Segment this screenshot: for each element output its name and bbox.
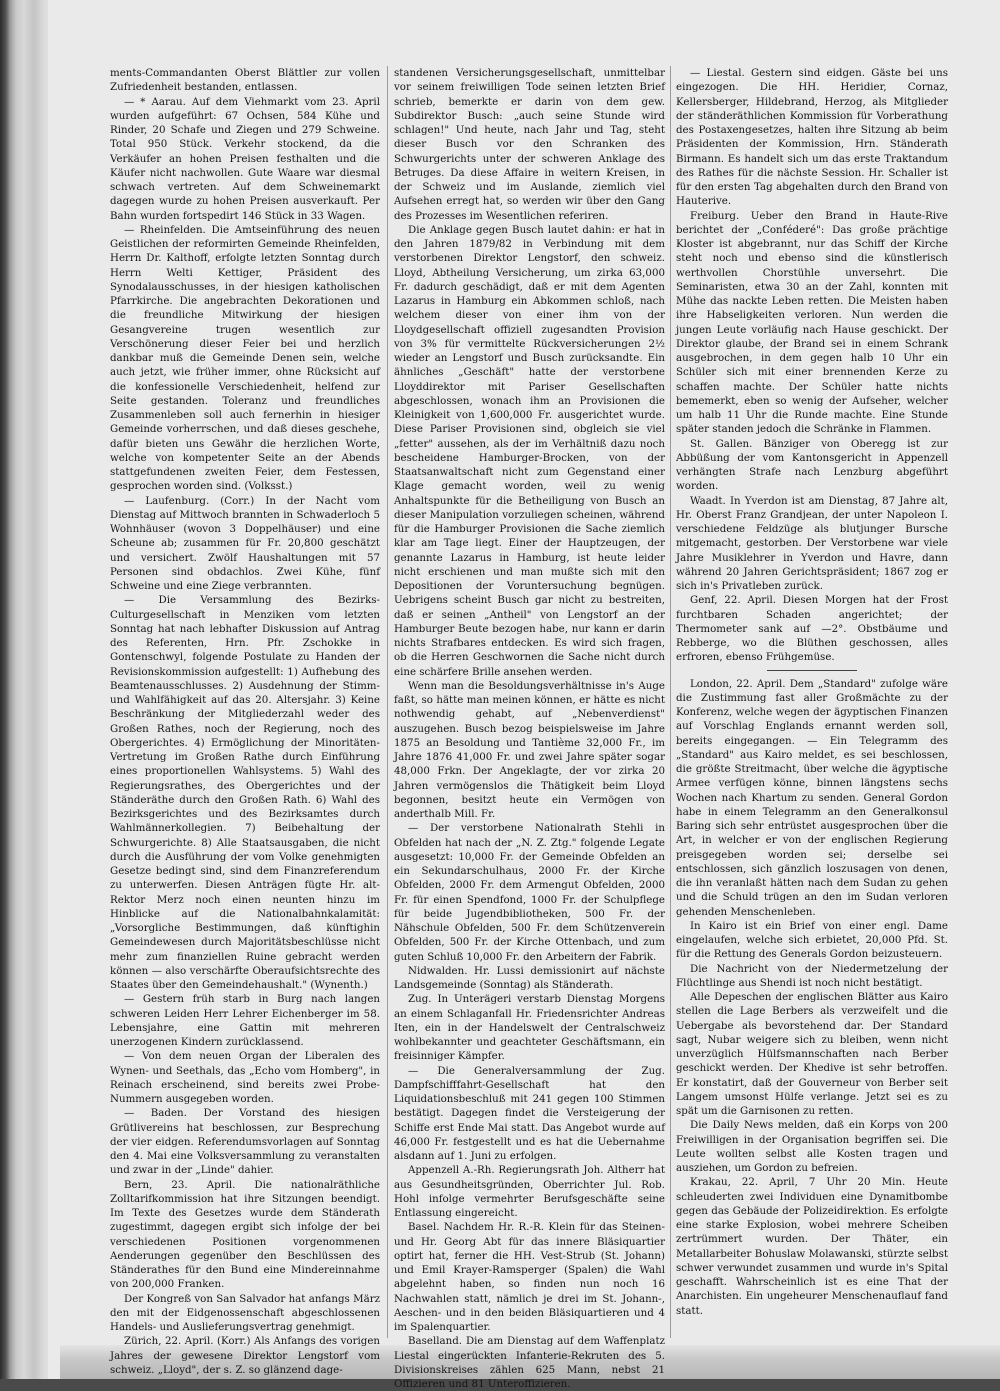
column-divider <box>670 66 671 1338</box>
article-paragraph: Baselland. Die am Dienstag auf dem Waffenplatz Liestal eingerückten Infanterie-Rekruten des 5. Divisionskreises zählen 625 Mann, nebst 21 Offizieren und 81 Unteroffizieren. <box>394 1335 665 1390</box>
section-divider <box>767 670 857 671</box>
column-middle <box>394 66 665 1390</box>
article-paragraph: Genf, 22. April. Diesen Morgen hat der Frost furchtbaren Schaden angerichtet; der Thermometer sank auf —2°. Obstbäume und Rebberge, wo die Blüthen geschossen, alles erfroren, ebenso Frühgemüse. <box>676 594 948 664</box>
article-paragraph: Freiburg. Ueber den Brand in Haute-Rive berichtet der „Conféderé": Das große prächtige Kloster ist abgebrannt, nur das Schiff der Kirche steht noch und ebenso sind die künstlerisch werthvollen Chorstühle unversehrt. Die Seminaristen, etwa 30 an der Zahl, konnten mit Mühe das nackte Leben retten. Die Meisten haben ihre Habseligkeiten verloren. Nun werden die jungen Leute vorläufig nach Hause geschickt. Der Direktor glaube, der Brand sei in einem Schrank ausgebrochen, in dem gegen halb 10 Uhr ein Schüler sich mit einer brennenden Kerze zu schaffen machte. Der Schüler hatte nichts bememerkt, eben so wenig der Aufseher, welcher um halb 11 Uhr die Runde machte. Eine Stunde später standen jedoch die Schränke in Flammen. <box>676 209 948 436</box>
article-paragraph: London, 22. April. Dem „Standard" zufolge wäre die Zustimmung fast aller Großmächte zu der Konferenz, welche wegen der ägyptischen Finanzen auf Vorschlag Englands ernannt werden soll, bereits eingegangen. — Ein Telegramm des „Standard" aus Kairo meldet, es sei beschlossen, die größte Streitmacht, über welche die ägyptische Armee verfügen könne, binnen längstens sechs Wochen nach Khartum zu senden. General Gordon habe in einem Telegramm an den Generalkonsul Baring sich sehr entrüstet ausgesprochen über die Art, in welcher er von der englischen Regierung preisgegeben worden sei; derselbe sei entschlossen, sich gänzlich loszusagen von denen, die ihn veranlaßt hätten nach dem Sudan zu gehen und die Schuld trügen an den im Sudan verloren gehenden Menschenleben. <box>676 677 948 918</box>
column-right <box>676 66 948 1338</box>
article-paragraph: Zürich, 22. April. (Korr.) Als Anfangs des vorigen Jahres der gewesene Direktor Lengstorf vom schweiz. „Lloyd", der s. Z. so glänzend dage- <box>110 1335 380 1376</box>
article-paragraph: Krakau, 22. April, 7 Uhr 20 Min. Heute schleuderten zwei Individuen eine Dynamitbombe gegen das Gebäude der Polizeidirektion. Es erfolgte eine starke Explosion, wobei mehrere Scheiben zertrümmert wurden. Der Thäter, ein Metallarbeiter Bohuslaw Molawanski, stürzte selbst schwer verwundet zusammen und wurde in's Spital geschafft. Wahrscheinlich ist es eine That der Anarchisten. Ein ungeheurer Menschenauflauf fand statt. <box>676 1176 948 1317</box>
article-paragraph: Appenzell A.-Rh. Regierungsrath Joh. Altherr hat aus Gesundheitsgründen, Oberrichter Jul. Rob. Hohl infolge vermehrter Berufsgeschäfte seine Entlassung eingereicht. <box>394 1164 665 1219</box>
article-paragraph: standenen Versicherungsgesellschaft, unmittelbar vor seinem freiwilligen Tode seinen letzten Brief schrieb, bemerkte er darin von dem gew. Subdirektor Busch: „auch seine Stunde wird schlagen!" Und heute, nach Jahr und Tag, steht dieser Busch vor den Schranken des Schwurgerichts unter der schweren Anklage des Betruges. Da diese Affaire in weitern Kreisen, in der Schweiz und im Auslande, ziemlich viel Aufsehen erregt hat, so werden wir über den Gang des Prozesses im Wesentlichen referiren. <box>394 67 665 222</box>
article-paragraph: — Baden. Der Vorstand des hiesigen Grütlivereins hat beschlossen, zur Besprechung der vier eidgen. Referendumsvorlagen auf Sonntag den 4. Mai eine Volksversammlung zu veranstalten und zwar in der „Linde" dahier. <box>110 1107 380 1177</box>
article-paragraph: — Gestern früh starb in Burg nach langen schweren Leiden Herr Lehrer Eichenberger im 58. Lebensjahre, eine Gattin mit mehreren unerzogenen Kindern zurücklassend. <box>110 993 380 1048</box>
article-paragraph: Nidwalden. Hr. Lussi demissionirt auf nächste Landsgemeinde (Sonntag) als Ständerath. <box>394 964 665 991</box>
article-paragraph: — Der verstorbene Nationalrath Stehli in Obfelden hat nach der „N. Z. Ztg." folgende Legate ausgesetzt: 10,000 Fr. der Gemeinde Obfelden an ein Sekundarschulhaus, 2000 Fr. der Kirche Obfelden, 2000 Fr. dem Armengut Obfelden, 2000 Fr. für einen Spendfond, 1000 Fr. der Schulpflege für beide Jugendbibliotheken, 500 Fr. der Nähschule Obfelden, 500 Fr. dem Schützenverein Obfelden, 500 Fr. der Kirche Ottenbach, und zum guten Schluß 10,000 Fr. den Arbeitern der Fabrik. <box>394 822 665 963</box>
article-paragraph: Wenn man die Besoldungsverhältnisse in's Auge faßt, so hätte man meinen können, er hätte es nicht nothwendig gehabt, auf „Nebenverdienst" auszugehen. Busch bezog beispielsweise im Jahre 1875 an Besoldung und Tantième 32,000 Fr., im Jahre 1876 41,000 Fr. und zwei Jahre später sogar 48,000 Frkn. Der Angeklagte, der vor zirka 20 Jahren vermögenslos die Thätigkeit beim Lloyd begonnen, besitzt heute ein Vermögen von anderthalb Mill. Fr. <box>394 679 665 820</box>
article-paragraph: Der Kongreß von San Salvador hat anfangs März den mit der Eidgenossenschaft abgeschlossenen Handels- und Auslieferungsvertrag genehmigt. <box>110 1292 380 1333</box>
article-paragraph: — Die Generalversammlung der Zug. Dampfschifffahrt-Gesellschaft hat den Liquidationsbeschluß mit 241 gegen 100 Stimmen bestätigt. Dagegen findet die Versteigerung der Schiffe erst Ende Mai statt. Das Angebot wurde auf 46,000 Fr. festgestellt und es hat die Uebernahme alsdann auf 1. Juni zu erfolgen. <box>394 1064 665 1162</box>
article-paragraph: Bern, 23. April. Die nationalräthliche Zolltarifkommission hat ihre Sitzungen beendigt. Im Texte des Gesetzes wurde dem Ständerath zugestimmt, dagegen ergibt sich infolge der bei verschiedenen Positionen vorgenommenen Aenderungen gegenüber den Beschlüssen des Ständerathes für den Bund eine Mindereinnahme von 200,000 Franken. <box>110 1178 380 1291</box>
article-paragraph: — Rheinfelden. Die Amtseinführung des neuen Geistlichen der reformirten Gemeinde Rheinfelden, Herrn Dr. Kalthoff, erfolgte letzten Sonntag durch Herrn Welti Kettiger, Präsident des Synodalausschusses, in der hiesigen katholischen Pfarrkirche. Die angebrachten Dekorationen und die freundliche Mitwirkung der hiesigen Gesangvereine trugen wesentlich zur Verschönerung dieser Feier bei und herzlich dankbar muß die Gemeinde Denen sein, welche auch jetzt, wie früher immer, ohne Rücksicht auf die konfessionelle Verschiedenheit, helfend zur Seite gestanden. Toleranz und freundliches Zusammenleben soll auch fernerhin in hiesiger Gemeinde vorherrschen, und daß dieses geschehe, dafür bieten uns Gewähr die herzlichen Worte, welche von kompetenter Seite an der Abends stattgefundenen zweiten Feier, dem Festessen, gesprochen worden sind. (Volksst.) <box>110 223 380 493</box>
article-paragraph: Waadt. In Yverdon ist am Dienstag, 87 Jahre alt, Hr. Oberst Franz Grandjean, der unter Napoleon I. verschiedene Feldzüge als blutjunger Bursche mitgemacht, gestorben. Der Verstorbene war viele Jahre Musiklehrer in Yverdon und Havre, dann während 20 Jahren Gerichtspräsident; 1867 zog er sich in's Privatleben zurück. <box>676 494 948 592</box>
article-paragraph: Zug. In Unterägeri verstarb Dienstag Morgens an einem Schlaganfall Hr. Friedensrichter Andreas Iten, ein in der Handelswelt der Centralschweiz wohlbekannter und geachteter Geschäftsmann, ein freisinniger Kämpfer. <box>394 993 665 1063</box>
article-paragraph: Basel. Nachdem Hr. R.-R. Klein für das Steinen- und Hr. Georg Abt für das innere Bläsiquartier optirt hat, ferner die HH. Vest-Strub (St. Johann) und Emil Krayer-Ramsperger (Spalen) die Wahl abgelehnt haben, so finden nun noch 16 Nachwahlen statt, nämlich je drei im St. Johann-, Aeschen- und in den beiden Bläsiquartieren und 4 im Spalenquartier. <box>394 1221 665 1333</box>
article-paragraph: — Von dem neuen Organ der Liberalen des Wynen- und Seethals, das „Echo vom Homberg", in Reinach erscheinend, sind bereits zwei Probe-Nummern ausgegeben worden. <box>110 1050 380 1105</box>
article-paragraph: — Die Versammlung des Bezirks-Culturgesellschaft in Menziken vom letzten Sonntag hat nach lebhafter Diskussion auf Antrag des Referenten, Hrn. Pfr. Zschokke in Gontenschwyl, folgende Postulate zu Handen der Revisionskommission aufgestellt: 1) Aufhebung des Beamtenausschlusses. 2) Ausdehnung der Stimm- und Wahlfähigkeit auf das 20. Altersjahr. 3) Keine Beschränkung der Mitgliederzahl weder des Großen Rathes, noch der Regierung, noch des Obergerichtes. 4) Ermöglichung der Minoritäten-Vertretung im Großen Rathe durch Einführung eines proportionellen Wahlsystems. 5) Wahl des Regierungsrathes, des Obergerichtes und der Ständeräthe durch den Großen Rath. 6) Wahl des Bezirksgerichtes und des Bezirksamtes durch Wahlmännerkollegien. 7) Beibehaltung der Schwurgerichte. 8) Alle Staatsausgaben, die nicht durch die Ausführung der vom Volke genehmigten Gesetze bedingt sind, sind dem Finanzreferendum zu unterwerfen. Diesen Anträgen fügte Hr. alt-Rektor Merz noch einen neunten hinzu im Hinblicke auf die Nationalbahnkalamität: „Vorsorgliche Bestimmungen, daß künftighin Gemeindewesen durch Majoritätsbeschlüsse nicht mehr zum finanziellen Ruine gebracht werden können — also verschärfte Oberaufsichtsrechte des Staates über den Gemeindehaushalt." (Wynenth.) <box>110 594 380 991</box>
article-paragraph: Die Anklage gegen Busch lautet dahin: er hat in den Jahren 1879/82 in Verbindung mit dem verstorbenen Direktor Lengstorf, den schweiz. Lloyd, Abtheilung Versicherung, um zirka 63,000 Fr. dadurch geschädigt, daß er mit dem Agenten Lazarus in Hamburg ein Abkommen schloß, nach welchem dieser von einer ihm von der Lloydgesellschaft offiziell zugesandten Provision von 3% für vermittelte Rückversicherungen 2½ wieder an Lengstorf und Busch zurücksandte. Ein ähnliches „Geschäft" hatte der verstorbene Lloyddirektor mit Pariser Gesellschaften abgeschlossen, wonach ihm an Provisionen die Kleinigkeit von 1,600,000 Fr. ausgerichtet wurde. Diese Pariser Provisionen sind, obgleich sie viel „fetter" aussehen, als der im Verhältniß dazu noch bescheidene Hamburger-Brocken, von der Staatsanwaltschaft nicht zum Gegenstand einer Klage gemacht worden, weil zu wenig Anhaltspunkte für die Betheiligung von Busch an dieser Manipulation vorzuliegen scheinen, während für die Hamburger Provisionen die Sache ziemlich klar am Tage liegt. Einer der Hauptzeugen, der genannte Lazarus in Hamburg, ist heute leider nicht erschienen und man mußte sich mit den Depositionen der Voruntersuchung begnügen. Uebrigens scheint Busch gar nicht zu bestreiten, daß er seinen „Antheil" von Lengstorf an der Hamburger Beute bezogen habe, nur kann er darin nichts Strafbares entdecken. Es wird sich fragen, ob die Herren Geschwornen die Sache nicht durch eine schärfere Brille ansehen werden. <box>394 223 665 678</box>
article-paragraph: — Liestal. Gestern sind eidgen. Gäste bei uns eingezogen. Die HH. Heridier, Cornaz, Kellersberger, Hildebrand, Herzog, als Mitglieder der ständeräthlichen Kommission für Vorberathung des Postaxengesetzes, halten ihre Sitzung ab beim Präsidenten der Kommission, Hrn. Ständerath Birmann. Es handelt sich um das erste Traktandum des Rathes für die nächste Session. Hr. Schaller ist für den ersten Tag abgehalten durch den Brand von Hauterive. <box>676 67 948 208</box>
article-paragraph: Die Nachricht von der Niedermetzelung der Flüchtlinge aus Shendi ist noch nicht bestätigt. <box>676 962 948 989</box>
column-divider <box>387 66 388 1338</box>
article-paragraph: St. Gallen. Bänziger von Oberegg ist zur Abbüßung der vom Kantonsgericht in Appenzell verhängten Strafe nach Lenzburg abgeführt worden. <box>676 437 948 493</box>
article-paragraph: — * Aarau. Auf dem Viehmarkt vom 23. April wurden aufgeführt: 67 Ochsen, 584 Kühe und Rinder, 20 Schafe und Ziegen und 279 Schweine. Total 950 Stück. Verkehr stockend, da die Verkäufer an hohen Preisen festhalten und die Käufer nicht nachwollen. Gute Waare war diesmal schwach vertreten. Auf dem Schweinemarkt dagegen wurde zu hohen Preisen ausverkauft. Per Bahn wurden fortspedirt 146 Stück in 33 Wagen. <box>110 95 380 222</box>
column-left <box>110 66 380 1376</box>
article-paragraph: Alle Depeschen der englischen Blätter aus Kairo stellen die Lage Berbers als verzweifelt und die Uebergabe als bevorstehend dar. Der Standard sagt, Nubar weigere sich zu bleiben, wenn nicht unverzüglich Hülfsmannschaften nach Berber geschickt werden. Der Khedive ist sehr betroffen. Er konstatirt, daß der Gouverneur von Berber seit Langem umsonst Hülfe verlange. Jetzt sei es zu spät um die Garnisonen zu retten. <box>676 991 948 1117</box>
article-paragraph: In Kairo ist ein Brief von einer engl. Dame eingelaufen, welche sich erbietet, 20,000 Pfd. St. für die Rettung des Generals Gordon beizusteuern. <box>676 919 948 961</box>
article-paragraph: ments-Commandanten Oberst Blättler zur vollen Zufriedenheit bestanden, entlassen. <box>110 67 380 94</box>
article-paragraph: — Laufenburg. (Corr.) In der Nacht vom Dienstag auf Mittwoch brannten in Schwaderloch 5 Wohnhäuser (wovon 3 Doppelhäuser) und eine Scheune ab; zusammen für Fr. 20,800 geschätzt und versichert. Zwölf Haushaltungen mit 57 Personen sind obdachlos. Zwei Kühe, fünf Schweine und eine Ziege verbrannten. <box>110 494 380 592</box>
article-paragraph: Die Daily News melden, daß ein Korps von 200 Freiwilligen in der Organisation begriffen sei. Die Leute wollten selbst alle Kosten tragen und ausziehen, um Gordon zu befreien. <box>676 1119 948 1174</box>
